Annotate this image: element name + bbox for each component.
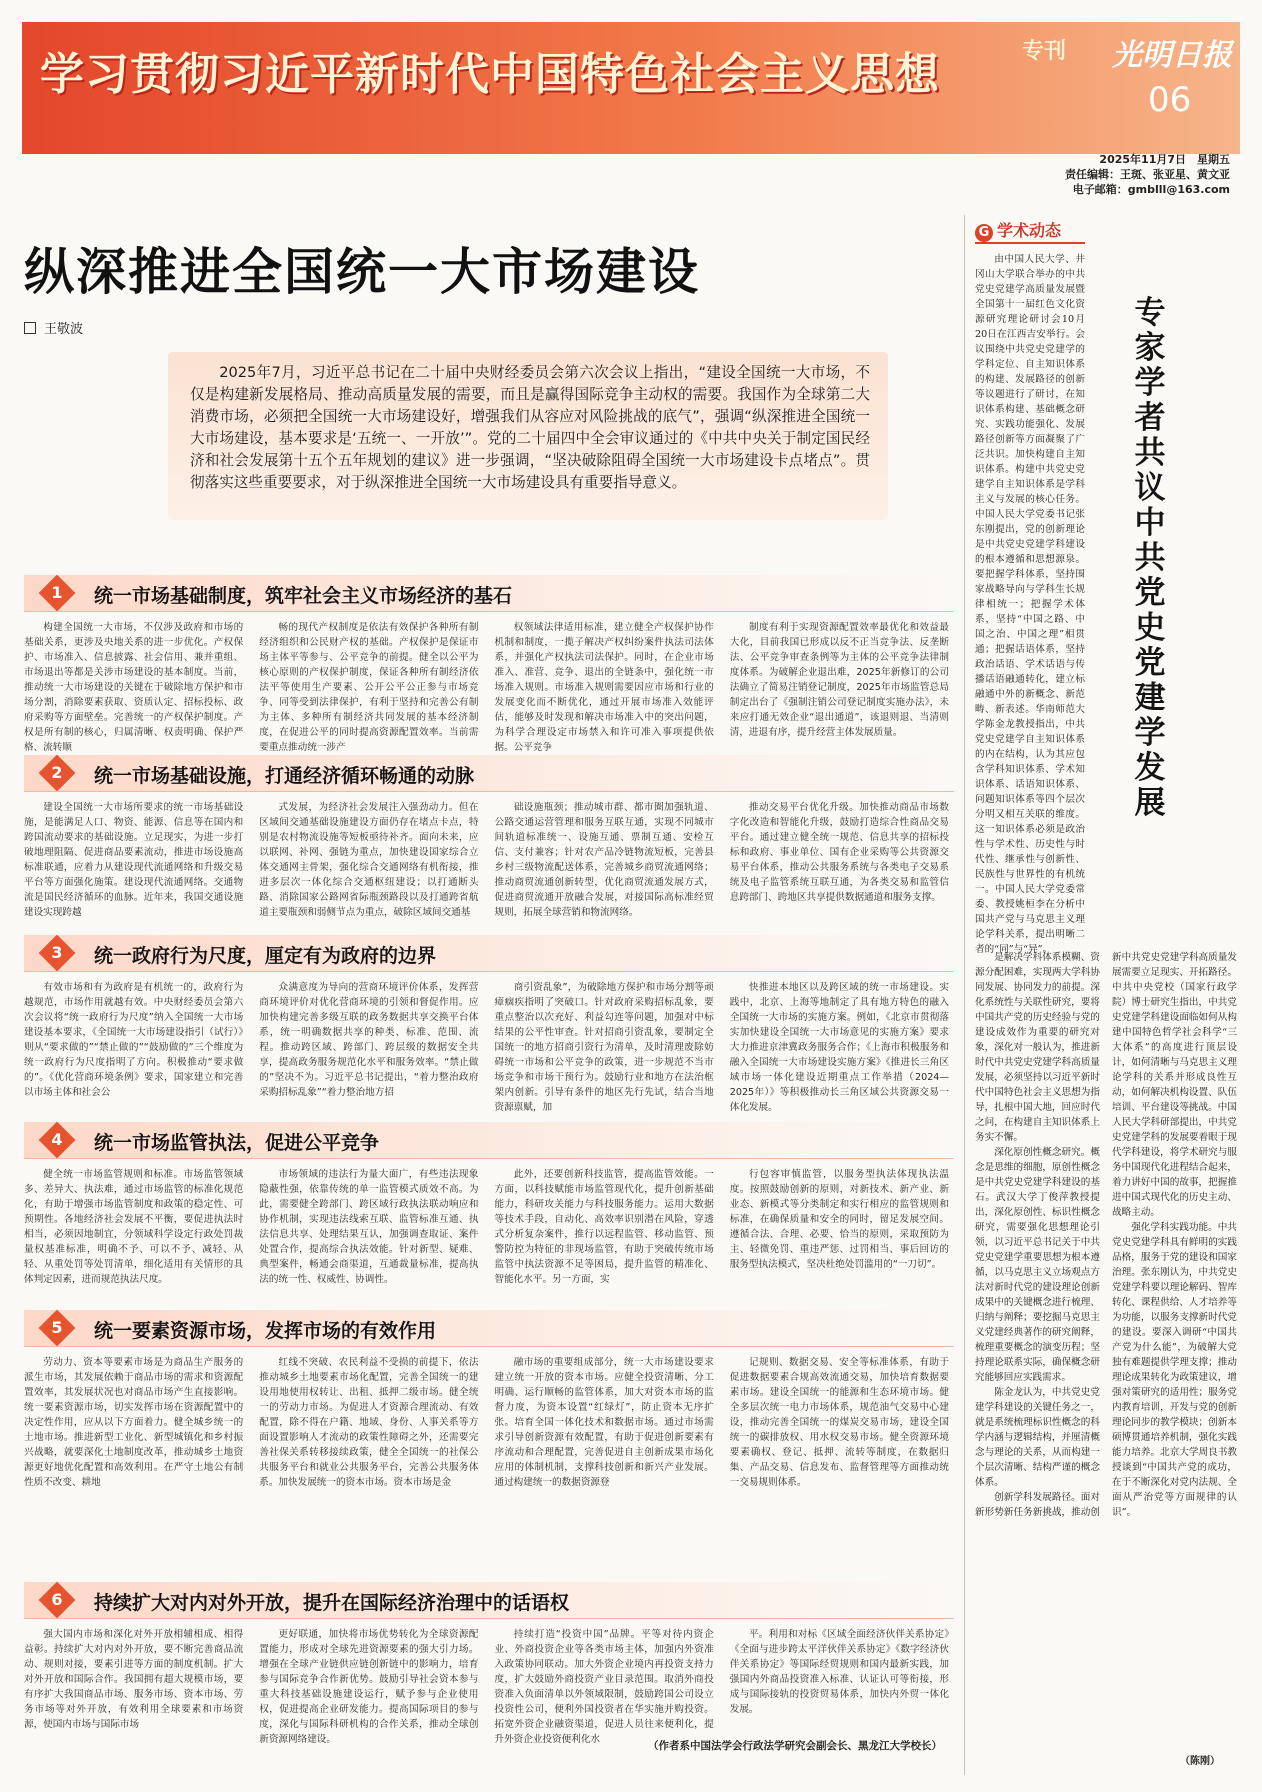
text-column: 众满意度为导向的营商环境评价体系，发挥营商环境评价对优化营商环境的引领和督促作用。应加快构建完善多级互联的政务数据共享交换平台体系，统一明确数据共享的种类、标准、范围、流程。推动跨区域、跨部门、跨层级的数据安全共享，提高政务服务规范化水平和服务效率。“禁止做的”坚决不为。习近平总书记提出，“着力整治政府采购招标乱象”“着力整治地方招 <box>259 982 479 1098</box>
text-column: 推动交易平台优化升级。加快推动商品市场数字化改造和智能化升级，鼓励打造综合性商品交易平台。通过建立健全统一规范、信息共享的招标投标和政府、事业单位、国有企业采购等公共资源交易平台体系，推动公共服务系统与各类电子交易系统及电子监管系统互联互通，为各类交易和监管信息跨部门、跨地区共享提供数据通道和服务支撑。 <box>729 802 949 903</box>
text-column: 建设全国统一大市场所要求的统一市场基础设施，是能满足人口、物资、能源、信息等在国内和跨国流动要求的基础设施。立足现实，为进一步打破地理阻隔、促进商品要素流动，推进市场设施高标准联通，应着力从建设现代流通网络和升级交易平台等方面强化施策。建设现代流通网络。交通物流是国民经济循环的血脉。近年来，我国交通设施建设实现跨越 <box>24 802 244 918</box>
section-number-badge: 3 <box>39 935 76 972</box>
article-abstract: 2025年7月，习近平总书记在二十届中央财经委员会第六次会议上指出，“建设全国统一大市场，不仅是构建新发展格局、推动高质量发展的需要，而且是赢得国际竞争主动权的需要。我国作为全球第二大消费市场，必须把全国统一大市场建设好，增强我们从容应对风险挑战的底气”，强调“纵深推进全国统一大市场建设，基本要求是‘五统一、一开放’”。党的二十届四中全会审议通过的《中共中央关于制定国民经济和社会发展第十五个五年规划的建议》进一步强调，“坚决破除阻碍全国统一大市场建设卡点堵点”。贯彻落实这些重要要求，对于纵深推进全国统一大市场建设具有重要指导意义。 <box>190 364 870 491</box>
section-title: 统一市场基础制度，筑牢社会主义市场经济的基石 <box>94 585 513 607</box>
issue-email: 电子邮箱：gmblll@163.com <box>1072 183 1230 196</box>
text-column: 畅的现代产权制度是依法有效保护各种所有制经济组织和公民财产权的基础。产权保护是保证市场主体平等参与、公平竞争的前提。健全以公平为核心原则的产权保护制度，保证各种所有制经济依法平等使用生产要素、公开公平公正参与市场竞争、同等受到法律保护，有利于坚持和完善公有制为主体、多种所有制经济共同发展的基本经济制度，在促进公平的同时提高资源配置效率。当前需要重点推动统一涉产 <box>259 622 479 753</box>
section-body-1 <box>24 620 949 753</box>
section-header-1 <box>24 575 954 612</box>
issue-date: 2025年11月7日 星期五 <box>1099 153 1230 166</box>
section-body-4 <box>24 1167 949 1295</box>
article-headline: 纵深推进全国统一大市场建设 <box>24 242 700 301</box>
section-header-2 <box>24 755 954 792</box>
section-title: 统一要素资源市场，发挥市场的有效作用 <box>94 1320 437 1342</box>
section-number-badge: 4 <box>39 1122 76 1159</box>
sidebar-body <box>975 950 1237 1765</box>
section-header-3 <box>24 935 954 972</box>
newspaper-masthead: 光明日报 <box>1112 38 1232 73</box>
text-column: 记规则、数据交易、安全等标准体系，有助于促进数据要素合规高效流通交易，加快培育数据要素市场。建设全国统一的能源和生态环境市场。健全多层次统一电力市场体系，规范油气交易中心建设，推动完善全国统一的煤炭交易市场，建设全国统一的碳排放权、用水权交易市场。健全资源环境要素确权、登记、抵押、流转等制度，在数据归集、产品交易、信息发布、监督管理等方面推动统一交易规则体系。 <box>729 1357 949 1488</box>
text-column: 强大国内市场和深化对外开放相辅相成、相得益彰。持续扩大对内对外开放，要不断完善商品流动、规则对接，要素引进等方面的制度机制。扩大对外开放和国际合作。我国拥有超大规模市场，要有序扩大我国商品市场、服务市场、资本市场、劳务市场等对外开放，有效利用全球要素和市场资源，使国内市场与国际市场 <box>24 1629 244 1730</box>
section-number-badge: 6 <box>39 1582 76 1619</box>
byline-box-icon <box>24 322 36 334</box>
author-name: 王敬波 <box>44 322 84 337</box>
text-column: 持续打造“投资中国”品牌。平等对待内资企业、外商投资企业等各类市场主体，加强内外资准入政策协同联动。加大外资企业境内再投资支持力度，扩大鼓励外商投资产业目录范围。取消外商投资准入负面清单以外领域限制，鼓励跨国公司设立投资性公司，便利外国投资者在华实施并购投资。拓宽外资企业融资渠道，促进人员往来便利化，提升外资企业投资便利化水 <box>494 1629 714 1745</box>
author-affiliation: （作者系中国法学会行政法学研究会副会长、黑龙江大学校长） <box>648 1740 942 1752</box>
text-column: 式发展，为经济社会发展注入强劲动力。但在区域间交通基础设施建设方面仍存在堵点卡点，特别是农村物流设施等短板亟待补齐。面向未来，应以联网、补网、强链为重点，加快建设国家综合立体交通网主骨架，强化综合交通网络有机衔接，推进多层次一体化综合交通枢纽建设；以打通断头路、消除国家公路网省际瓶颈路段以及打通跨省航道主要瓶颈和弱侧节点为重点，破除区域间交通基 <box>259 802 479 918</box>
section-title: 统一政府行为尺度，厘定有为政府的边界 <box>94 945 437 967</box>
text-column: 市场领域的违法行为量大面广，有些违法现象隐蔽性强，依靠传统的单一监管模式质效不高。为此，需要健全跨部门、跨区域行政执法联动响应和协作机制，实现违法线索互联、监管标准互通、执法信息共享、处理结果互认，加强调查取证、案件处置合作，提高综合执法效能。针对新型、疑难、典型案件，畅通会商渠道，互通裁量标准，提高执法的统一性、权威性、协调性。 <box>259 1169 479 1285</box>
sidebar-paragraph: 深化原创性概念研究。概念是思维的细胞，原创性概念是中共党史党建学科建设的基石。武汉大学丁俊萍教授提出，深化原创性、标识性概念研究，需要强化思想理论引领，以习近平总书记关于中共党史党建学重要思想为根本遵循，以马克思主义立场观点方法对新时代党的建设理论创新成果中的关键概念进行梳理、归纳与阐释；要挖掘马克思主义党建经典著作的研究阐释，梳理重要概念的演变历程；坚持理论联系实际，确保概念研究能够回应实践需求。 <box>975 1147 1100 1383</box>
issue-editors: 责任编辑：王斑、张亚星、黄文亚 <box>1065 168 1230 181</box>
byline <box>24 318 83 337</box>
sidebar-title-underline <box>975 242 1085 244</box>
sidebar-title <box>975 218 1061 242</box>
section-body-6 <box>24 1627 949 1745</box>
section-title: 统一市场监管执法，促进公平竞争 <box>94 1132 380 1154</box>
banner-title: 学习贯彻习近平新时代中国特色社会主义思想 <box>40 49 940 100</box>
text-column: 健全统一市场监管规则和标准。市场监管领域多、差异大、执法难，通过市场监管的标准化规范化，有助于增强市场监管制度和政策的稳定性、可预期性。各地经济社会发展不平衡，要促进执法时相当，必须因地制宜，分领域科学设定行政处罚裁量权基准标准，明确不予、可以不予、减轻、从轻、从重处罚等处罚清单，细化适用有关情形的具体判定因素，进而规范执法尺度。 <box>24 1169 244 1285</box>
section-title: 统一市场基础设施，打通经济循环畅通的动脉 <box>94 765 475 787</box>
section-header-5 <box>24 1310 954 1347</box>
section-number-badge: 2 <box>39 755 76 792</box>
sidebar-headline: 专家学者共议中共党史党建学发展 <box>1134 295 1166 821</box>
text-column: 有效市场和有为政府是有机统一的，政府行为越规范，市场作用就越有效。中央财经委员会第六次会议将“统一政府行为尺度”纳入全国统一大市场建设基本要求，《全国统一大市场建设指引（试行）》则从“要求做的”“禁止做的”“鼓励做的”三个维度为统一政府行为尺度指明了方向。积极推动“要求做的”。《优化营商环境条例》要求，国家建立和完善以市场主体和社会公 <box>24 982 244 1098</box>
section-header-6 <box>24 1582 954 1619</box>
text-column: 权领域法律适用标准，建立健全产权保护协作机制和制度，一揽子解决产权纠纷案件执法司法体系，并强化产权执法司法保护。同时，在企业市场准入、准营、竞争、退出的全链条中，强化统一市场准入规则。市场准入规则需要因应市场和行业的发展变化而不断优化，通过开展市场准入效能评估，能够及时发现和解决市场准入中的突出问题，为科学合理设定市场禁入和许可准入事项提供依据。公平竞争 <box>494 622 714 753</box>
sidebar-paragraph: 创新学科发展路径。面对新形势新任务新挑战，推动创新中共党史党建学科高质量发展需要立足现实、开拓路径。中共中央党校（国家行政学院）博士研究生指出，中共党史党建学科建设面临如何从构建中国特色哲学社会科学“三大体系”的高度进行顶层设计，如何清晰与马克思主义理论学科的关系并形成良性互动，如何解决机构设置、队伍培训、平台建设等挑战。中国人民大学科研部提出，中共党史党建学科的发展要着眼于现代学科建设，将学术研究与服务中国现代化进程结合起来，着力讲好中国的故事，把握推进中国式现代化的历史主动、战略主动。 <box>975 952 1237 1518</box>
text-column: 融市场的重要组成部分，统一大市场建设要求建立统一开放的资本市场。应健全投资清晰、分工明确、运行顺畅的监管体系，加大对资本市场的监督力度，为资本设置“红绿灯”，防止资本无序扩张。培育全国一体化技术和数据市场。通过市场需求引导创新资源有效配置，有助于促进创新要素有序流动和合理配置，完善促进自主创新成果市场化应用的体制机制，支撑科技创新和新兴产业发展。通过构建统一的数据资源登 <box>494 1357 714 1488</box>
text-column: 构建全国统一大市场，不仅涉及政府和市场的基础关系，更涉及央地关系的进一步优化。产权保护、市场准入、信息披露、社会信用、兼并重组、市场退出等都是关涉市场建设的基本制度。当前，推动统一大市场建设的关键在于破除地方保护和市场分割，消除要素获取、资质认定、招标投标、政府采购等方面壁垒。完善统一的产权保护制度。产权是所有制的核心，归属清晰、权责明确、保护严格、流转顺 <box>24 622 244 753</box>
sidebar-reporter: （陈刚） <box>1180 1756 1220 1767</box>
section-number-badge: 5 <box>39 1310 76 1347</box>
section-title: 持续扩大对内对外开放，提升在国际经济治理中的话语权 <box>94 1592 570 1614</box>
section-body-2 <box>24 800 949 918</box>
text-column: 制度有利于实现资源配置效率最优化和效益最大化，目前我国已形成以反不正当竞争法、反垄断法、公平竞争审查条例等为主体的公平竞争法律制度体系。为破解企业退出难，2025年新修订的公司法确立了简易注销登记制度，2025年市场监管总局制定出台了《强制注销公司登记制度实施办法》，未来应打通无效企业“退出通道”，该退则退、当清则清，进退有序，提升经营主体发展质量。 <box>729 622 949 738</box>
sidebar-paragraph: 强化学科实践功能。中共党史党建学科具有鲜明的实践品格，服务于党的建设和国家治理。张东刚认为，中共党史党建学科要以理论解码、智库转化、课程供给、人才培养等为功能，以服务支撑新时代党的建设。要深入调研“中国共产党为什么能”，为破解大党独有难题提供学理支撑；推动理论成果转化为政策建议，增强对策研究的适用性；服务党内教育培训，开发与党的创新理论同步的教学模块；创新本硕博贯通培养机制，强化实践能力培养。北京大学周良书教授谈到“中国共产党的成功，在于不断深化对党内法规、全面从严治党等方面规律的认识”。 <box>1112 1222 1237 1518</box>
text-column: 劳动力、资本等要素市场是为商品生产服务的派生市场，其发展依赖于商品市场的需求和资源配置效率，其发展状况也对商品市场产生直接影响。统一要素资源市场，切实发挥市场在资源配置中的决定性作用，应从以下方面着力。健全城乡统一的土地市场。推进新型工业化、新型城镇化和乡村振兴战略，就要深化土地制度改革，推动城乡土地资源更好地优化配置和高效利用。在严守土地公有制性质不改变、耕地 <box>24 1357 244 1488</box>
special-issue-label: 专刊 <box>1022 39 1067 64</box>
sidebar-intro: 由中国人民大学、井冈山大学联合举办的中共党史党建学高质量发展暨全国第十一届红色文化资源研究理论研讨会10月20日在江西吉安举行。会议围绕中共党史党建学的学科定位、自主知识体系的构建、发展路径的创新等议题进行了研讨，在知识体系构建、基础概念研究、实践功能强化、发展路径创新等方面凝聚了广泛共识。加快构建自主知识体系。构建中共党史党建学自主知识体系是学科主义与发展的核心任务。中国人民大学党委书记张东刚提出，党的创新理论是中共党史党建学科建设的根本遵循和思想源泉。要把握学科体系，坚持围家战略导向与学科生长规律相统一；把握学术体系，坚持“中国之路、中国之治、中国之理”相贯通；把握话语体系，坚持政治话语、学术话语与传播话语融通转化，建立标融通中外的新概念、新范畴、新表述。华南师范大学陈金龙教授指出，中共党史党建学自主知识体系的内在结构，认为其应包含学科知识体系、学术知识体系、话语知识体系、问题知识体系等四个层次分明又相互关联的维度。这一知识体系必须是政治性与学术性、历史性与时代性、继承性与创新性、民族性与世界性的有机统一。中国人民大学党委常委、教授姚桓李在分析中国共产党与马克思主义理论学科关系，提出明晰二者的“同”与“异”。 <box>975 254 1085 955</box>
page-number: 06 <box>1148 80 1192 120</box>
text-column: 更好联通，加快将市场优势转化为全球资源配置能力，形成对全球先进资源要素的强大引力场。增强在全球产业链供应链创新链中的影响力，培育参与国际竞争合作新优势。鼓励引导社会资本参与重大科技基础设施建设运行，赋予参与企业使用权，促进提高企业研发能力。提高国际项目的参与度，深化与国际科研机构的合作关系，推动全球创新资源网络建设。 <box>259 1629 479 1745</box>
section-body-3 <box>24 980 949 1113</box>
text-column: 快推进本地区以及跨区域的统一市场建设。实践中，北京、上海等地制定了具有地方特色的融入全国统一大市场的实施方案。例如，《北京市贯彻落实加快建设全国统一大市场意见的实施方案》要求大力推进京津冀政务服务合作；《上海市积极服务和融入全国统一大市场建设实施方案》《推进长三角区域市场一体化建设近期重点工作举措（2024—2025年）》等积极推动长三角区域公共资源交易一体化发展。 <box>729 982 949 1113</box>
sidebar-paragraph: 是解决学科体系模糊、资源分配困难，实现两大学科协同发展、协同发力的前提。深化系统性与关联性研究，要将中国共产党的历史经验与党的建设成效作为重要的研究对象，深化对一般认为，推进新时代中共党史党建学科高质量发展，必须坚持以习近平新时代中国特色社会主义思想为指导，扎根中国大地，回应时代之问，在构建自主知识体系上务实不懈。 <box>975 952 1100 1143</box>
sidebar-paragraph: 陈金龙认为，中共党史党建学科建设的关键任务之一，就是系统梳理标识性概念的科学内涵与逻辑结构，并厘清概念与理论的关系，从而构建一个层次清晰、结构严谨的概念体系。 <box>975 1387 1100 1488</box>
section-number-badge: 1 <box>39 575 76 612</box>
issue-meta <box>930 152 1230 197</box>
section-body-5 <box>24 1355 949 1560</box>
text-column: 红线不突破、农民利益不受损的前提下，依法推动城乡土地要素市场化配置，完善全国统一的建设用地使用权转让、出租、抵押二级市场。健全统一的劳动力市场。为促进人才资源合理流动、有效配置，除不得在户籍、地域、身份、人事关系等方面设置影响人才流动的政策性障碍之外，还需要完善社保关系转移接续政策，健全全国统一的社保公共服务平台和就业公共服务平台，完善公共服务体系。加快发展统一的资本市场。资本市场是金 <box>259 1357 479 1488</box>
section-header-4 <box>24 1122 954 1159</box>
g-logo-icon: G <box>975 224 993 242</box>
text-column: 平。利用和对标《区域全面经济伙伴关系协定》《全面与进步跨太平洋伙伴关系协定》《数字经济伙伴关系协定》等国际经贸规则和国内最新实践，加强国内外商品投资准入标准、认证认可等衔接，形成与国际接轨的投资贸易体系，加快内外贸一体化发展。 <box>729 1629 949 1715</box>
column-divider <box>964 215 965 1775</box>
sidebar-title-text: 学术动态 <box>997 221 1062 240</box>
text-column: 础设施瓶颈；推动城市群、都市圈加强轨道、公路交通运营管理和服务互联互通，实现不同城市间轨道标准统一、设施互通、票制互通、安检互信、支付兼容；针对农产品冷链物流短板，完善县乡村三级物流配送体系，完善城乡商贸流通网络；推动商贸流通创新转型，优化商贸流通发展方式，促进商贸流通开放融合发展，对接国际高标准经贸规则，拓展全球营销和物流网络。 <box>494 802 714 918</box>
text-column: 行包容审慎监管，以服务型执法体现执法温度。按照鼓励创新的原则，对新技术、新产业、新业态、新模式等分类制定和实行相应的监管规则和标准，在确保质量和安全的同时，留足发展空间。遵循合法、合理、必要、恰当的原则，采取预防为主、轻微免罚、重违严惩、过罚相当、事后回访的服务型执法模式，坚决杜绝处罚滥用的“一刀切”。 <box>729 1169 949 1270</box>
text-column: 商引资乱象”，为破除地方保护和市场分割等顽瘴痼疾指明了突破口。针对政府采购招标乱象，要重点整治以次充好、利益勾连等问题，加强对中标结果的公平性审查。针对招商引资乱象，要制定全国统一的地方招商引资行为清单，及时清理废除妨碍统一市场和公平竞争的政策，进一步规范不当市场竞争和市场干预行为。鼓励行业和地方在法治框架内创新。引导有条件的地区先行先试，结合当地资源禀赋，加 <box>494 982 714 1113</box>
text-column: 此外，还要创新科技监管，提高监管效能。一方面，以科技赋能市场监管现代化，提升创新基础能力，科研攻关能力与科技服务能力。运用大数据等技术手段，自动化、高效率识别潜在风险，穿透式分析复杂案件，推行以远程监管、移动监管、预警防控为特征的非现场监管，有助于突破传统市场监管中执法资源不足等困局，提升监管的精准化、智能化水平。另一方面，实 <box>494 1169 714 1285</box>
